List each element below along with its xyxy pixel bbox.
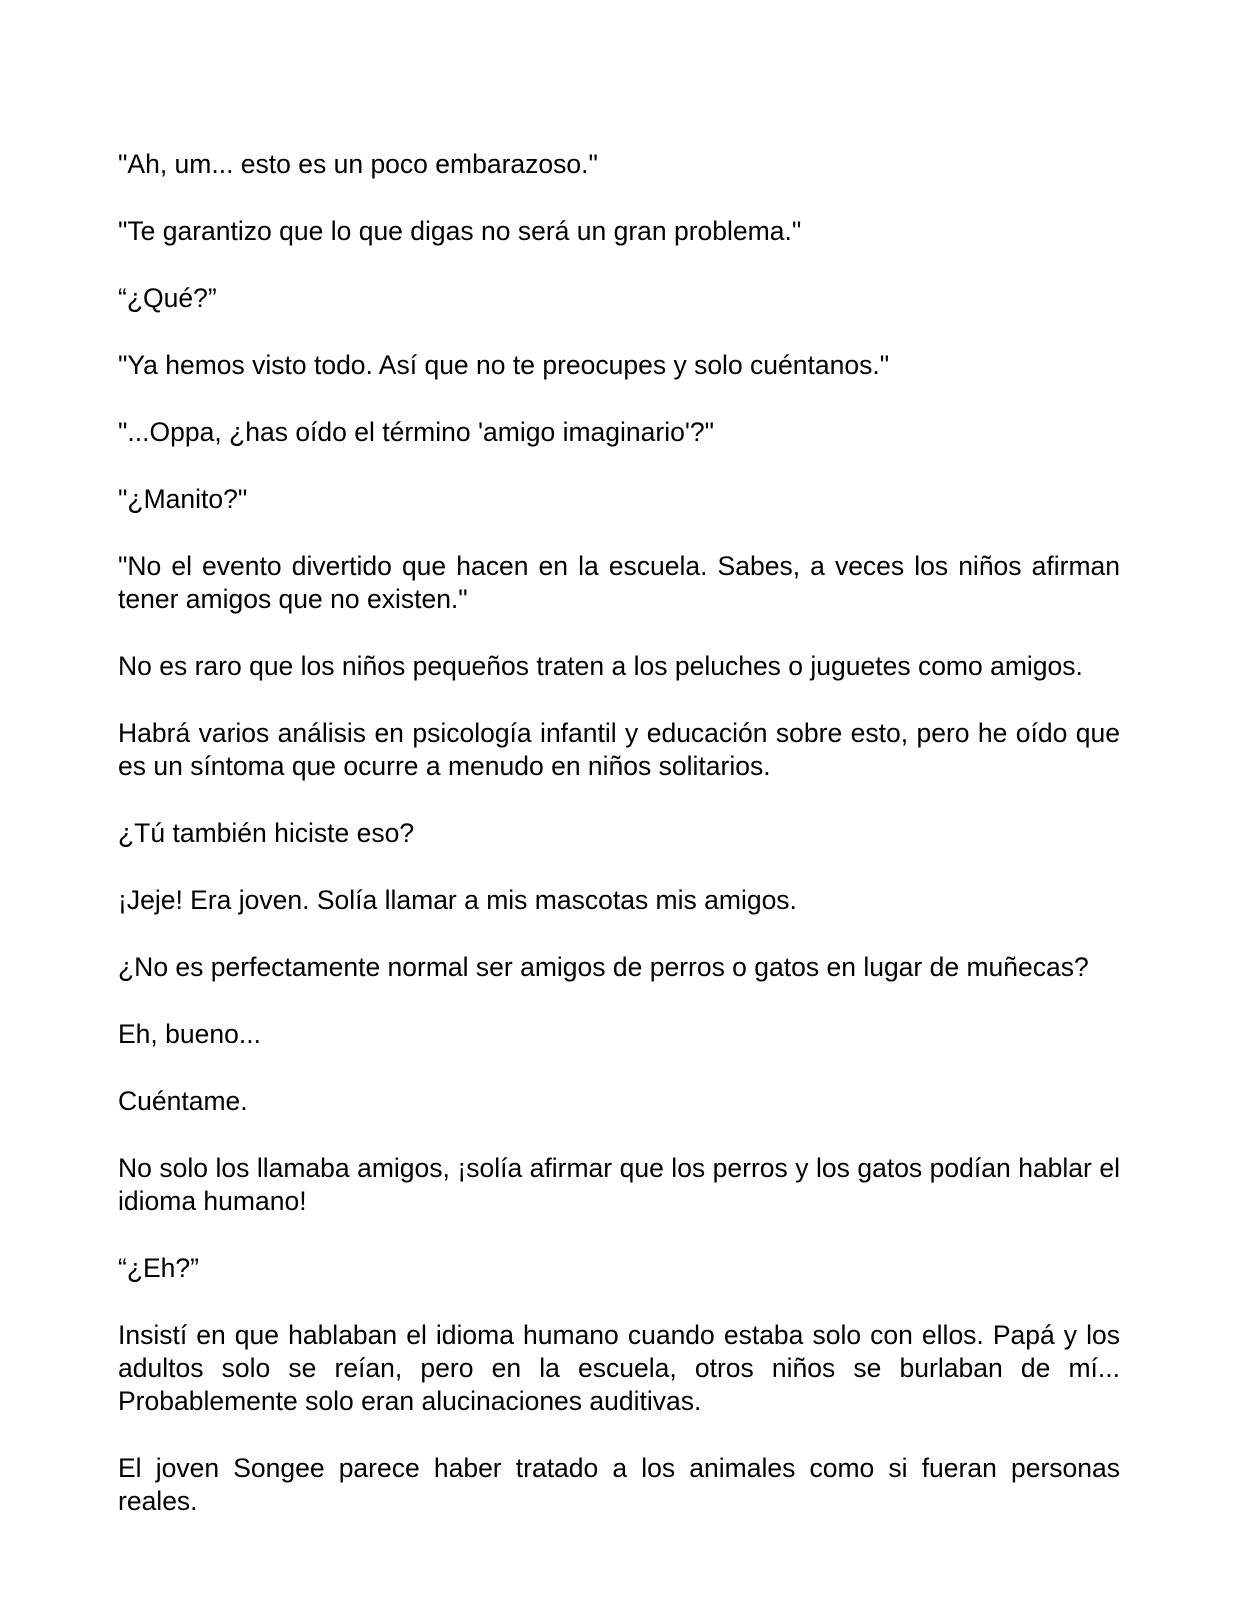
paragraph: "...Oppa, ¿has oído el término 'amigo imaginario'?"	[118, 417, 715, 447]
paragraph: ¿Tú también hiciste eso?	[118, 818, 415, 848]
paragraph: "Ah, um... esto es un poco embarazoso."	[118, 149, 598, 179]
paragraph: No solo los llamaba amigos, ¡solía afirmar que los perros y los gatos podían hablar el idioma humano!	[118, 1153, 1120, 1216]
paragraph: “¿Qué?”	[118, 283, 217, 313]
paragraph: El joven Songee parece haber tratado a los animales como si fueran personas reales.	[118, 1453, 1120, 1516]
paragraph: "Ya hemos visto todo. Así que no te preocupes y solo cuéntanos."	[118, 350, 890, 380]
paragraph: Cuéntame.	[118, 1086, 248, 1116]
document-body	[118, 148, 1120, 1552]
paragraph: Habrá varios análisis en psicología infantil y educación sobre esto, pero he oído que es un síntoma que ocurre a menudo en niños solitarios.	[118, 718, 1120, 781]
paragraph: ¡Jeje! Era joven. Solía llamar a mis mascotas mis amigos.	[118, 885, 797, 915]
paragraph: ¿No es perfectamente normal ser amigos de perros o gatos en lugar de muñecas?	[118, 952, 1089, 982]
paragraph: "¿Manito?"	[118, 484, 248, 514]
paragraph: No es raro que los niños pequeños traten a los peluches o juguetes como amigos.	[118, 651, 1083, 681]
paragraph: “¿Eh?”	[118, 1253, 199, 1283]
paragraph: Insistí en que hablaban el idioma humano cuando estaba solo con ellos. Papá y los adultos solo se reían, pero en la escuela, otros niños se burlaban de mí... Probablemente solo eran alucinaciones auditivas.	[118, 1320, 1120, 1416]
paragraph: "No el evento divertido que hacen en la escuela. Sabes, a veces los niños afirman tener amigos que no existen."	[118, 551, 1120, 614]
paragraph: Eh, bueno...	[118, 1019, 261, 1049]
paragraph: "Te garantizo que lo que digas no será un gran problema."	[118, 216, 802, 246]
